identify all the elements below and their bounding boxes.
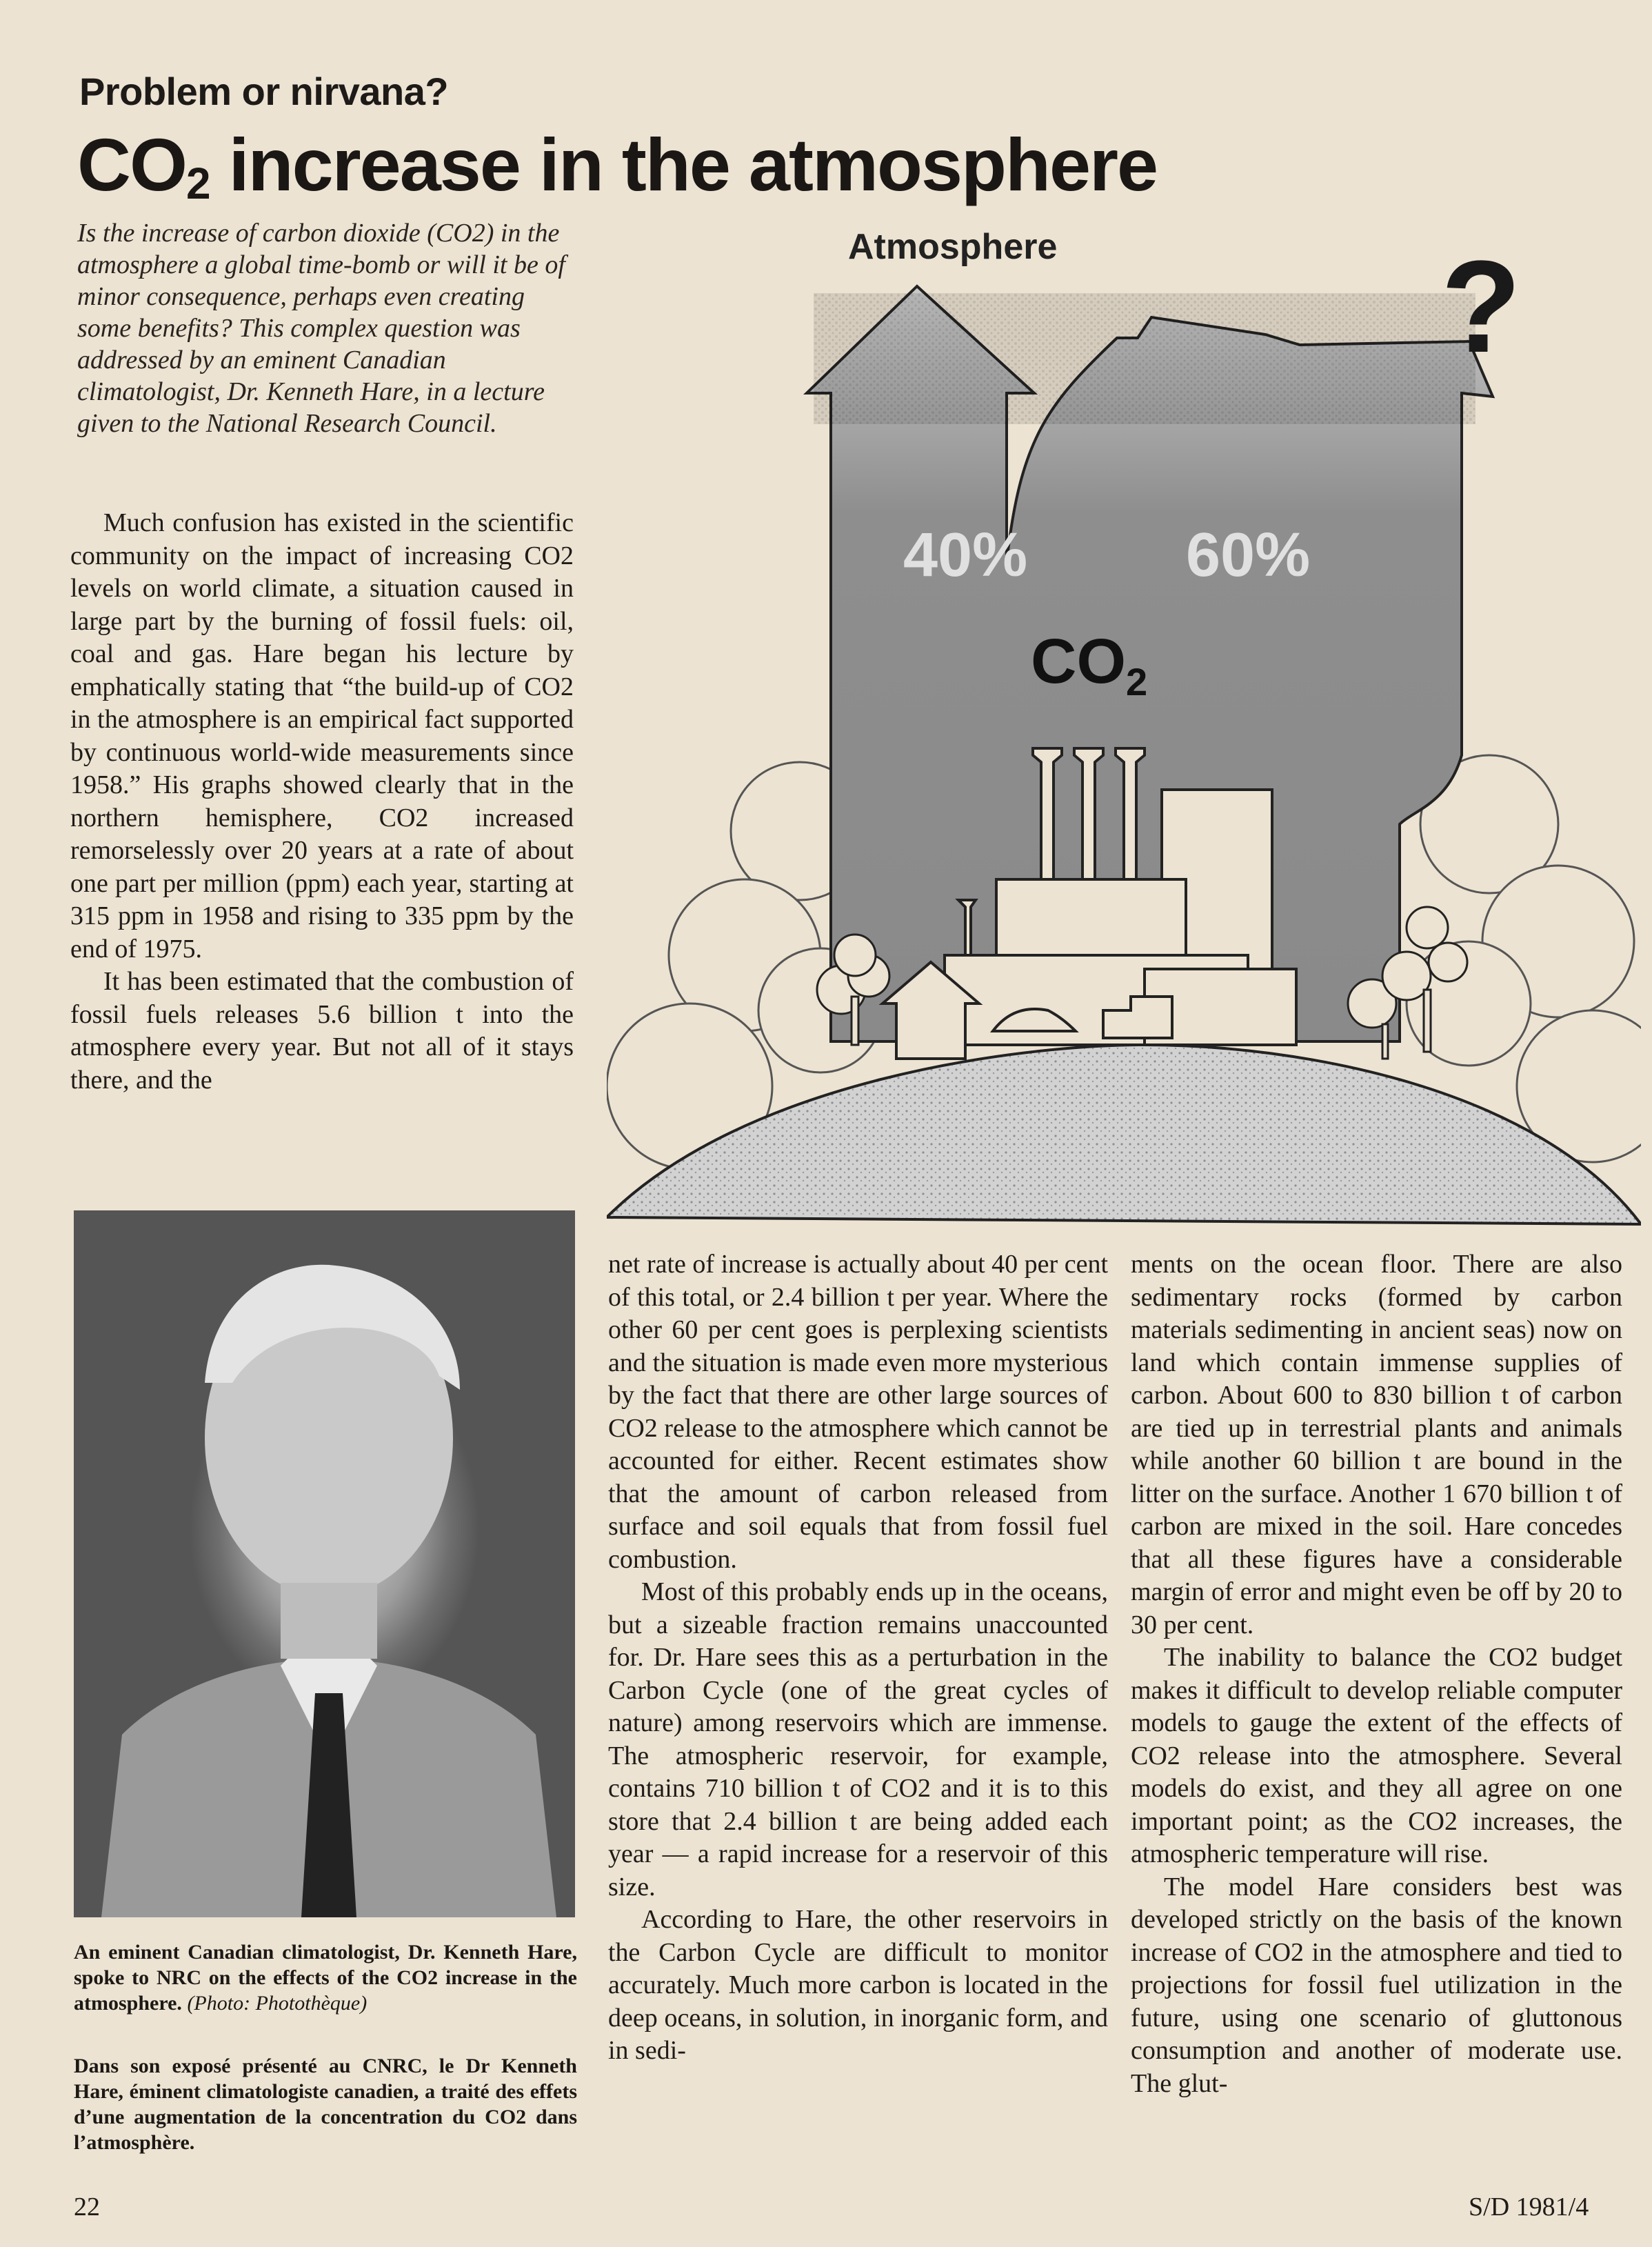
issue-label: S/D 1981/4	[1469, 2193, 1589, 2221]
kicker-title: Problem or nirvana?	[79, 70, 449, 113]
co2-label-sub: 2	[1126, 660, 1148, 703]
figure-title: Atmosphere	[848, 231, 1058, 267]
question-mark: ?	[1441, 234, 1522, 380]
arrow-texture	[814, 293, 1475, 424]
photo-credit: (Photo: Photothèque)	[187, 1992, 367, 2015]
portrait-drawing	[74, 1210, 575, 1917]
body-paragraph: According to Hare, the other reservoirs in the Carbon Cycle are difficult to monitor accurately. Much more carbon is located in the deep oceans, in solution, in inorganic form, and in sedi-	[608, 1905, 1108, 2065]
page-number: 22	[74, 2193, 100, 2221]
caption-english	[74, 1939, 577, 2016]
intro-paragraph: Is the increase of carbon dioxide (CO2) in the atmosphere a global time-bomb or will it be of minor consequence, perhaps even creating some benefits? This complex question was addressed by an eminent Canadian climatologist, Dr. Kenneth Hare, in a lecture given to the National Research Council.	[77, 219, 565, 438]
headline-co: CO	[77, 123, 186, 206]
body-paragraph: Most of this probably ends up in the oceans, but a sizeable fraction remains unaccounted for. Dr. Hare sees this as a perturbation in the Carbon Cycle (one of the great cycles of nature) among reservoirs which are immense. The atmospheric reservoir, for example, contains 710 billion t of CO2 and it is to this store that 2.4 billion t are being added each year — a rapid increase for a reservoir of this size.	[608, 1577, 1108, 1901]
co2-illustration	[607, 231, 1641, 1231]
caption-english-text: An eminent Canadian climatologist, Dr. Kenneth Hare, spoke to NRC on the effects of the CO2 increase in the atmosphere.	[74, 1941, 577, 2015]
body-paragraph: The inability to balance the CO2 budget makes it difficult to develop reliable computer models to gauge the extent of the effects of CO2 release into the atmosphere. Several models do exist, and they all agree on one important point; as the CO2 increases, the atmospheric temperature will rise.	[1131, 1643, 1622, 1868]
body-column-3	[1131, 1248, 1622, 2100]
portrait-photo-icon	[74, 1210, 575, 1917]
headline-rest: increase in the atmosphere	[209, 123, 1158, 206]
co2-label-co: CO	[1031, 626, 1126, 697]
body-paragraph: It has been estimated that the combustion of fossil fuels releases 5.6 billion t into the atmosphere every year. But not all of it stays there, and the	[70, 967, 574, 1095]
percent-right: 60%	[1186, 521, 1311, 590]
caption-french: Dans son exposé présenté au CNRC, le Dr Kenneth Hare, éminent climatologiste canadien, a traité des effets d’une augmentation de la concentration du CO2 dans l’atmosphère.	[74, 2055, 577, 2154]
body-paragraph: ments on the ocean floor. There are also sedimentary rocks (formed by carbon materials sedimenting in ancient seas) now on land which contain immense supplies of carbon. About 600 to 830 billion t of carbon are tied up in terrestrial plants and animals while another 60 billion t are bound in the litter on the surface. Another 1 670 billion t of carbon are mixed in the soil. Hare concedes that all these figures have a considerable margin of error and might even be off by 20 to 30 per cent.	[1131, 1250, 1622, 1639]
body-paragraph: net rate of increase is actually about 40 per cent of this total, or 2.4 billion t per year. Where the other 60 per cent goes is perplexing scientists and the situation is made even more mysterious by the fact that there are other large sources of CO2 release to the atmosphere which cannot be accounted for either. Recent estimates show that the amount of carbon released from surface and soil equals that from fossil fuel combustion.	[608, 1250, 1108, 1574]
percent-left: 40%	[903, 521, 1028, 590]
headline-subscript: 2	[186, 159, 210, 208]
body-column-1	[70, 507, 574, 1097]
body-paragraph: The model Hare considers best was developed strictly on the basis of the known increase of CO2 in the atmosphere and tied to projections for fossil fuel utilization in the future, using one scenario of gluttonous consumption and another of moderate use. The glut-	[1131, 1872, 1622, 2098]
body-paragraph: Much confusion has existed in the scientific community on the impact of increasing CO2 levels on world climate, a situation caused in large part by the burning of fossil fuels: oil, coal and gas. Hare began his lecture by emphatically stating that “the build-up of CO2 in the atmosphere is an empirical fact supported by continuous world-wide measurements since 1958.” His graphs showed clearly that in the northern hemisphere, CO2 increased remorselessly over 20 years at a rate of about one part per million (ppm) each year, starting at 315 ppm in 1958 and rising to 335 ppm by the end of 1975.	[70, 508, 574, 963]
body-column-2	[608, 1248, 1108, 2068]
headline	[77, 123, 1158, 208]
